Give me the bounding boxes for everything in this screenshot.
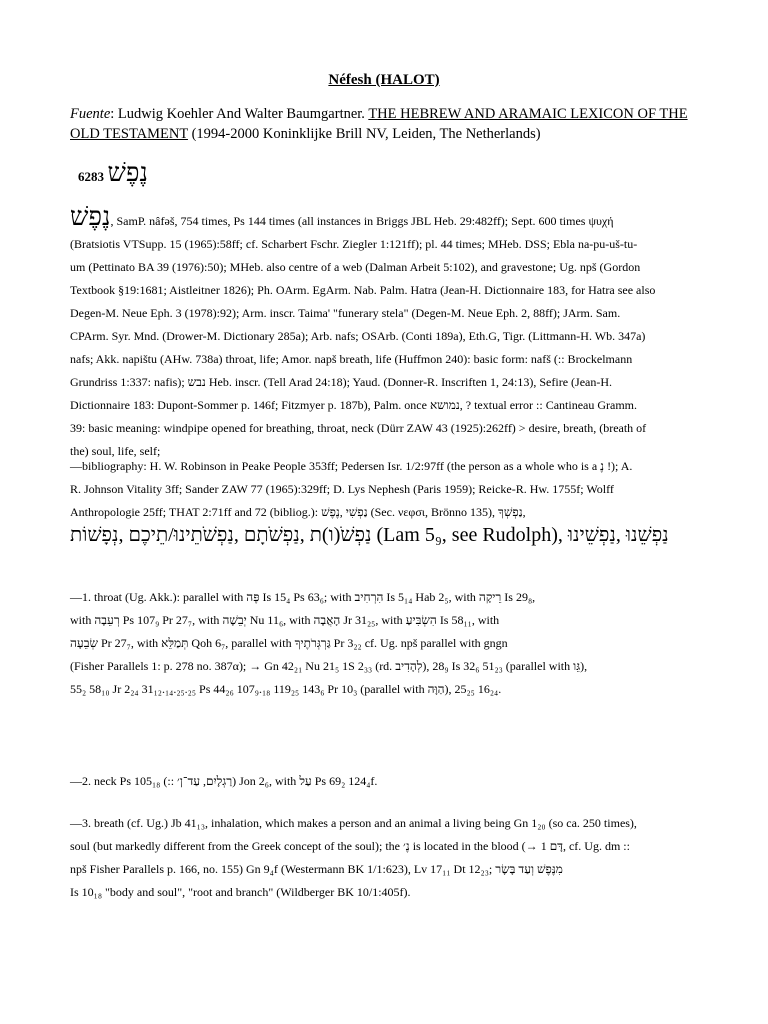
text-line: Dictionnaire 183: Dupont-Sommer p. 146f; Fitzmyer p. 187b), Palm. once נמושא, ? textual error :: Cantineau Gramm. xyxy=(70,398,638,412)
text-line: נֶפֶשׁ, SamP. nâfəš, 754 times, Ps 144 times (all instances in Briggs JBL Heb. 29:482ff); Sept. 600 times ψυχή xyxy=(70,202,614,232)
headword-inline: נֶפֶשׁ xyxy=(70,202,111,232)
paragraph-bibliography xyxy=(70,455,700,547)
text-line: Anthropologie 25ff; THAT 2:71ff and 72 (bibliog.): נַפְשִׁי ,נֶפֶשׁ (Sec. νεφσι, Brönno 135), נַפְשְׁךָ, xyxy=(70,505,526,519)
page-title: Néfesh (HALOT) xyxy=(328,72,440,88)
source-book: THE HEBREW AND ARAMAIC LEXICON OF THE OLD TESTAMENT xyxy=(70,106,688,142)
text-line: Grundriss 1:337: nafis); נבש Heb. inscr. (Tell Arad 24:18); Yaud. (Donner-R. Inscriften 1, 24:13), Sefire (Jean-H. xyxy=(70,375,613,389)
paragraph-etymology xyxy=(70,202,700,463)
text-line: —bibliography: H. W. Robinson in Peake People 353ff; Pedersen Isr. 1/2:97ff (the person as a whole who is a נֶ !); A. xyxy=(70,459,633,473)
text-line: nafs; Akk. napištu (AHw. 738a) throat, life; Amor. napš breath, life (Huffmon 240): basic form: nafš (:: Brockelmann xyxy=(70,352,633,366)
paragraph-sense-breath xyxy=(70,812,700,904)
text-line: שְׂבֵעָה Pr 27₇, with תְּמַלֵּא Qoh 6₇, parallel with גַּרְגְּרֹתֶיךָ Pr 3₂₂ cf. Ug. npš parallel with gngn xyxy=(70,636,508,650)
source-label: Fuente xyxy=(70,106,111,122)
text-line: R. Johnson Vitality 3ff; Sander ZAW 77 (1965):329ff; D. Lys Nephesh (Paris 1959); Reicke-R. Hw. 1755f; Wolff xyxy=(70,482,614,496)
text-line: CPArm. Syr. Mnd. (Drower-M. Dictionary 285a); Arb. nafs; OSArb. (Conti 189a), Eth.G, Tigr. (Littmann-H. Wb. 347a) xyxy=(70,329,646,343)
text-line: 39: basic meaning: windpipe opened for breathing, throat, neck (Dürr ZAW 43 (1925):262ff) > desire, breath, (breath of xyxy=(70,421,647,435)
text-line: (Bratsiotis VTSupp. 15 (1965):58ff; cf. Scharbert Fschr. Ziegler 1:121ff); pl. 44 times; MHeb. DSS; Ebla na-pu-uš-tu- xyxy=(70,237,638,251)
text-line: 55₂ 58₁₀ Jr 2₂₄ 31₁₂.₁₄.₂₅.₂₅ Ps 44₂₆ 107₉.₁₈ 119₂₅ 143₆ Pr 10₃ (parallel with הַוָּה), 16₂₄ 25₂₅. xyxy=(70,682,502,696)
text-line: —1. throat (Ug. Akk.): parallel with פֶּה Is 15₄ Ps 63₆; with הִרְחִיב Is 5₁₄ Hab 2₅, with רֵיקָה Is 29₈, xyxy=(70,590,536,604)
text-line: soul (but markedly different from the Greek concept of the soul); the נֶ׳ is located in the blood (→ דָּם 1, cf. Ug. dm :: xyxy=(70,839,630,853)
text-line: —3. breath (cf. Ug.) Jb 41₁₃, inhalation, which makes a person and an animal a living being Gn 1₂₀ (so ca. 250 times), xyxy=(70,816,637,830)
paragraph-sense-neck xyxy=(70,770,700,793)
text-line: Degen-M. Neue Eph. 3 (1978):92); Arm. inscr. Taima' "funerary stela" (Degen-M. Neue Eph. 2, 88ff); JArm. Sam. xyxy=(70,306,621,320)
text-line: Is 10₁₈ "body and soul", "root and branch" (Wildberger BK 10/1:405f). xyxy=(70,885,411,899)
text-line: (Fisher Parallels 1: p. 278 no. 387α); → Gn 42₂₁ Nu 21₅ 1S 2₃₃ (rd. לְהָדִיב), 28₉ Is 32₆ 51₂₃ (parallel with גֵּו), xyxy=(70,659,588,673)
entry-headword: נֶפֶשׁ xyxy=(107,158,148,188)
paragraph-sense-throat xyxy=(70,586,700,701)
text-line: with רְעֵבָה Ps 107₉ Pr 27₇, with יְבֵשָׁה Nu 11₆, with הָאֲבָה Jr 31₂₅, with הִשְׂבִּיעַ Is 58₁₁, with xyxy=(70,613,500,627)
text-line: Textbook §19:1681; Aistleitner 1826); Ph. OArm. EgArm. Nab. Palm. Hatra (Jean-H. Dictionnaire 183, for Hatra see also xyxy=(70,283,656,297)
text-line: um (Pettinato BA 39 (1976):50); MHeb. also centre of a web (Dalman Arbeit 5:102), and gravestone; Ug. npš (Gordon xyxy=(70,260,641,274)
text-line: npš Fisher Parallels p. 166, no. 155) Gn 9₄f (Westermann BK 1/1:623), Lv 17₁₁ Dt 12₂₃; מִנֶּפֶשׁ וְעַד בָּשָׂר xyxy=(70,862,563,876)
entry-header xyxy=(78,158,148,188)
source-publisher: (1994-2000 Koninklijke Brill NV, Leiden, The Netherlands) xyxy=(187,126,541,142)
text-line: the) soul, life, self; xyxy=(70,444,161,458)
entry-number: 6283 xyxy=(78,169,104,184)
text-line: —2. neck Ps 105₁₈ (:: רַגְלָיִם, עַד־ן׳) Jon 2₆, with עַל Ps 69₂ 124₄f. xyxy=(70,774,378,788)
source-authors: : Ludwig Koehler And Walter Baumgartner. xyxy=(110,106,369,122)
source-citation xyxy=(70,104,700,144)
text-line: נַפְשֹׁ(ו)ת ,נַפְשֹׁתָם ,נַפְשֹׁתֵינוּ/תֵיכֶם ,נְפָשׁוֹת (Lam 5₉, see Rudolph), נַפְשֵׁנוּ ,נַפְשֵׁינוּ xyxy=(70,524,669,546)
